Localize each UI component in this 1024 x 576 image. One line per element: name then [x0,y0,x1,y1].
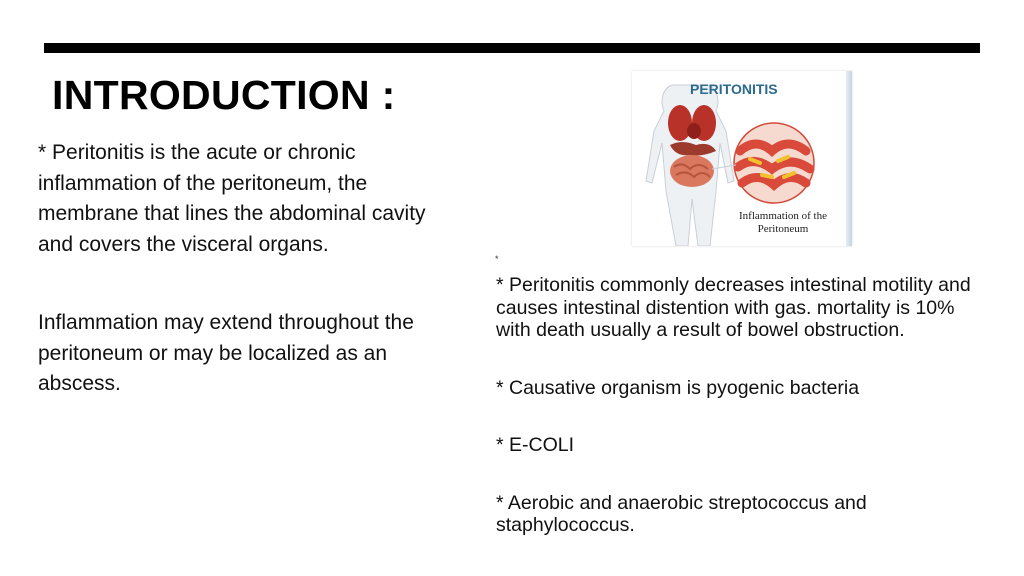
intestines [670,155,714,187]
definition-paragraph: * Peritonitis is the acute or chronic inflammation of the peritoneum, the membrane that lines the abdominal cavity and covers the visceral organs. [38,141,426,256]
figure-caption: Inflammation of the Peritoneum [739,210,827,235]
slide-title: INTRODUCTION : [52,72,396,118]
heart [687,123,701,139]
causative-organism-paragraph: * Causative organism is pyogenic bacteria [496,376,860,399]
extent-paragraph: Inflammation may extend throughout the peritoneum or may be localized as an abscess. [38,311,414,395]
streptococcus-paragraph: * Aerobic and anaerobic streptococcus and staphylococcus. [496,491,867,536]
top-divider-bar [44,43,980,53]
stray-bullet-marker: * [495,254,499,264]
left-text-column [38,138,458,400]
motility-paragraph: * Peritonitis commonly decreases intestinal motility and causes intestinal distention with gas. mortality is 10% with death usually a result of bowel obstruction. [496,274,971,341]
ecoli-paragraph: * E-COLI [496,434,575,456]
right-text-column [496,274,986,537]
figure-title: PERITONITIS [690,81,778,97]
figure-edge [846,71,852,246]
peritonitis-illustration [632,71,852,246]
